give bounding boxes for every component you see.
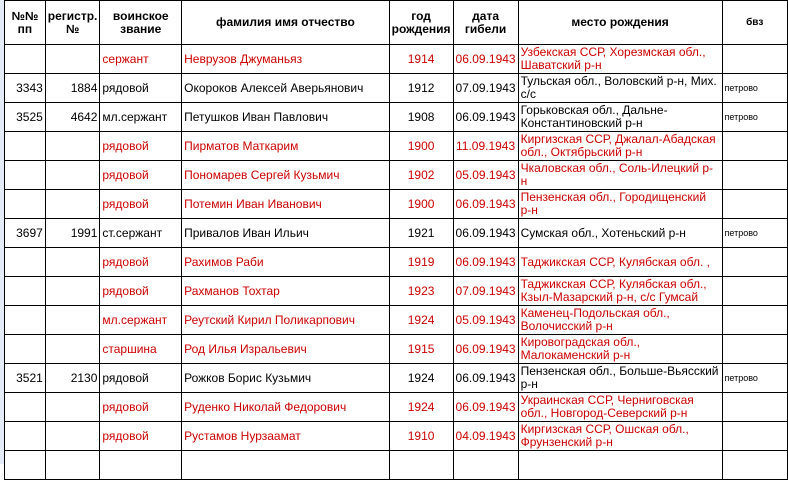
cell-death-date[interactable]: 04.09.1943 xyxy=(453,422,518,451)
cell-name[interactable]: Пирматов Маткарим xyxy=(182,132,390,161)
cell-bvz[interactable] xyxy=(722,393,787,422)
cell-pp[interactable] xyxy=(5,422,46,451)
cell-name[interactable]: Рустамов Нурзаамат xyxy=(182,422,390,451)
cell-pp[interactable] xyxy=(5,306,46,335)
cell-rank[interactable]: сержант xyxy=(100,45,182,74)
cell-birthplace[interactable]: Киргизская ССР, Ошская обл., Фрунзенский р-н xyxy=(518,422,722,451)
cell-birthplace[interactable]: Тульская обл., Воловский р-н, Мих. с/с xyxy=(518,74,722,103)
cell-reg[interactable]: 4642 xyxy=(45,103,100,132)
cell-birthplace[interactable]: Кировоградская обл., Малокаменский р-н xyxy=(518,335,722,364)
cell-rank[interactable]: рядовой xyxy=(100,74,182,103)
header-death-date[interactable]: дата гибели xyxy=(453,1,518,45)
cell-pp[interactable] xyxy=(5,132,46,161)
cell-death-date[interactable] xyxy=(453,451,518,480)
cell-name[interactable]: Привалов Иван Ильич xyxy=(182,219,390,248)
cell-bvz[interactable] xyxy=(722,190,787,219)
cell-birthplace[interactable]: Пензенская обл., Больше-Вьясский р-н xyxy=(518,364,722,393)
cell-rank[interactable]: ст.сержант xyxy=(100,219,182,248)
header-reg[interactable]: регистр. № xyxy=(45,1,100,45)
cell-pp[interactable]: 3343 xyxy=(5,74,46,103)
cell-birthplace[interactable]: Горьковская обл., Дальне-Константиновский р-н xyxy=(518,103,722,132)
cell-birth-year[interactable]: 1902 xyxy=(389,161,453,190)
cell-pp[interactable] xyxy=(5,451,46,480)
table-row xyxy=(5,364,788,393)
cell-reg[interactable] xyxy=(45,45,100,74)
header-pp[interactable]: №№ пп xyxy=(5,1,46,45)
cell-pp[interactable]: 3697 xyxy=(5,219,46,248)
cell-birth-year[interactable]: 1914 xyxy=(389,45,453,74)
cell-rank[interactable]: мл.сержант xyxy=(100,306,182,335)
cell-reg[interactable] xyxy=(45,161,100,190)
cell-reg[interactable] xyxy=(45,277,100,306)
cell-birth-year[interactable]: 1900 xyxy=(389,132,453,161)
cell-reg[interactable] xyxy=(45,451,100,480)
cell-birth-year[interactable]: 1919 xyxy=(389,248,453,277)
cell-birthplace[interactable]: Украинская ССР, Черниговская обл., Новгород-Северский р-н xyxy=(518,393,722,422)
cell-rank[interactable]: старшина xyxy=(100,335,182,364)
cell-reg[interactable] xyxy=(45,422,100,451)
table-row xyxy=(5,74,788,103)
cell-bvz[interactable] xyxy=(722,45,787,74)
cell-birth-year[interactable]: 1924 xyxy=(389,393,453,422)
cell-death-date[interactable]: 06.09.1943 xyxy=(453,335,518,364)
cell-birth-year[interactable]: 1912 xyxy=(389,74,453,103)
cell-reg[interactable] xyxy=(45,393,100,422)
cell-name[interactable]: Реутский Кирил Поликарпович xyxy=(182,306,390,335)
cell-birth-year[interactable]: 1923 xyxy=(389,277,453,306)
cell-death-date[interactable]: 06.09.1943 xyxy=(453,393,518,422)
cell-bvz[interactable]: петрово xyxy=(722,74,787,103)
cell-reg[interactable]: 2130 xyxy=(45,364,100,393)
cell-name[interactable]: Окороков Алексей Аверьянович xyxy=(182,74,390,103)
cell-death-date[interactable]: 05.09.1943 xyxy=(453,306,518,335)
cell-birthplace[interactable]: Пензенская обл., Городищенский р-н xyxy=(518,190,722,219)
cell-birthplace[interactable]: Чкаловская обл., Соль-Илецкий р-н xyxy=(518,161,722,190)
cell-birth-year[interactable]: 1921 xyxy=(389,219,453,248)
cell-birthplace[interactable]: Таджикская ССР, Кулябская обл. , xyxy=(518,248,722,277)
cell-reg[interactable] xyxy=(45,306,100,335)
cell-bvz[interactable] xyxy=(722,335,787,364)
cell-birthplace[interactable]: Сумская обл., Хотеньский р-н xyxy=(518,219,722,248)
table-row xyxy=(5,190,788,219)
table-row xyxy=(5,277,788,306)
cell-bvz[interactable] xyxy=(722,277,787,306)
cell-bvz[interactable]: петрово xyxy=(722,219,787,248)
cell-birth-year[interactable]: 1900 xyxy=(389,190,453,219)
cell-name[interactable]: Рожков Борис Кузьмич xyxy=(182,364,390,393)
cell-rank[interactable]: рядовой xyxy=(100,161,182,190)
cell-pp[interactable]: 3525 xyxy=(5,103,46,132)
table-row xyxy=(5,161,788,190)
cell-rank[interactable]: рядовой xyxy=(100,248,182,277)
cell-reg[interactable]: 1884 xyxy=(45,74,100,103)
cell-reg[interactable] xyxy=(45,335,100,364)
cell-birthplace[interactable]: Каменец-Подольская обл., Волочисский р-н xyxy=(518,306,722,335)
cell-pp[interactable] xyxy=(5,190,46,219)
cell-birth-year[interactable]: 1924 xyxy=(389,306,453,335)
cell-bvz[interactable] xyxy=(722,422,787,451)
table-row xyxy=(5,45,788,74)
cell-name[interactable]: Неврузов Джуманьяз xyxy=(182,45,390,74)
cell-pp[interactable]: 3521 xyxy=(5,364,46,393)
cell-birthplace[interactable]: Киргизская ССР, Джалал-Абадская обл., Октябрьский р-н xyxy=(518,132,722,161)
header-row xyxy=(5,1,788,45)
cell-reg[interactable]: 1991 xyxy=(45,219,100,248)
cell-birth-year[interactable]: 1915 xyxy=(389,335,453,364)
cell-birthplace[interactable]: Таджикская ССР, Кулябская обл., Кзыл-Мазарский р-н, с/с Гумсай xyxy=(518,277,722,306)
cell-name[interactable]: Потемин Иван Иванович xyxy=(182,190,390,219)
table-row xyxy=(5,248,788,277)
cell-death-date[interactable]: 06.09.1943 xyxy=(453,364,518,393)
cell-death-date[interactable]: 06.09.1943 xyxy=(453,219,518,248)
cell-rank[interactable] xyxy=(100,451,182,480)
cell-birthplace[interactable]: Узбекская ССР, Хорезмская обл., Шаватский р-н xyxy=(518,45,722,74)
table-row xyxy=(5,451,788,480)
cell-death-date[interactable]: 06.09.1943 xyxy=(453,45,518,74)
cell-death-date[interactable]: 11.09.1943 xyxy=(453,132,518,161)
cell-name[interactable]: Рахманов Тохтар xyxy=(182,277,390,306)
table-row xyxy=(5,422,788,451)
cell-death-date[interactable]: 05.09.1943 xyxy=(453,161,518,190)
cell-rank[interactable]: рядовой xyxy=(100,422,182,451)
cell-pp[interactable] xyxy=(5,45,46,74)
cell-death-date[interactable]: 06.09.1943 xyxy=(453,190,518,219)
cell-name[interactable]: Руденко Николай Федорович xyxy=(182,393,390,422)
header-name[interactable]: фамилия имя отчество xyxy=(182,1,390,45)
cell-rank[interactable]: рядовой xyxy=(100,132,182,161)
cell-reg[interactable] xyxy=(45,132,100,161)
header-birth-year[interactable]: год рождения xyxy=(389,1,453,45)
cell-birth-year[interactable]: 1910 xyxy=(389,422,453,451)
burial-list-table xyxy=(4,0,788,480)
cell-bvz[interactable] xyxy=(722,451,787,480)
table-row xyxy=(5,306,788,335)
cell-name[interactable]: Род Илья Изральевич xyxy=(182,335,390,364)
cell-bvz[interactable] xyxy=(722,248,787,277)
cell-bvz[interactable] xyxy=(722,132,787,161)
cell-rank[interactable]: рядовой xyxy=(100,393,182,422)
table-row xyxy=(5,103,788,132)
cell-reg[interactable] xyxy=(45,190,100,219)
cell-pp[interactable] xyxy=(5,161,46,190)
cell-name[interactable]: Петушков Иван Павлович xyxy=(182,103,390,132)
cell-pp[interactable] xyxy=(5,248,46,277)
table-row xyxy=(5,219,788,248)
cell-bvz[interactable]: петрово xyxy=(722,364,787,393)
cell-birthplace[interactable] xyxy=(518,451,722,480)
cell-rank[interactable]: рядовой xyxy=(100,364,182,393)
header-rank[interactable]: воинское звание xyxy=(100,1,182,45)
cell-bvz[interactable] xyxy=(722,161,787,190)
table-row xyxy=(5,393,788,422)
table-row xyxy=(5,335,788,364)
cell-rank[interactable]: мл.сержант xyxy=(100,103,182,132)
cell-birth-year[interactable]: 1924 xyxy=(389,364,453,393)
cell-pp[interactable] xyxy=(5,393,46,422)
cell-name[interactable]: Рахимов Раби xyxy=(182,248,390,277)
cell-bvz[interactable] xyxy=(722,306,787,335)
cell-pp[interactable] xyxy=(5,277,46,306)
cell-rank[interactable]: рядовой xyxy=(100,190,182,219)
cell-name[interactable] xyxy=(182,451,390,480)
cell-name[interactable]: Пономарев Сергей Кузьмич xyxy=(182,161,390,190)
header-birthplace[interactable]: место рождения xyxy=(518,1,722,45)
cell-death-date[interactable]: 07.09.1943 xyxy=(453,74,518,103)
cell-pp[interactable] xyxy=(5,335,46,364)
cell-death-date[interactable]: 06.09.1943 xyxy=(453,103,518,132)
cell-birth-year[interactable]: 1908 xyxy=(389,103,453,132)
cell-birth-year[interactable] xyxy=(389,451,453,480)
table-row xyxy=(5,132,788,161)
cell-reg[interactable] xyxy=(45,248,100,277)
cell-bvz[interactable]: петрово xyxy=(722,103,787,132)
cell-rank[interactable]: рядовой xyxy=(100,277,182,306)
cell-death-date[interactable]: 07.09.1943 xyxy=(453,277,518,306)
header-bvz[interactable]: бвз xyxy=(722,1,787,45)
cell-death-date[interactable]: 06.09.1943 xyxy=(453,248,518,277)
